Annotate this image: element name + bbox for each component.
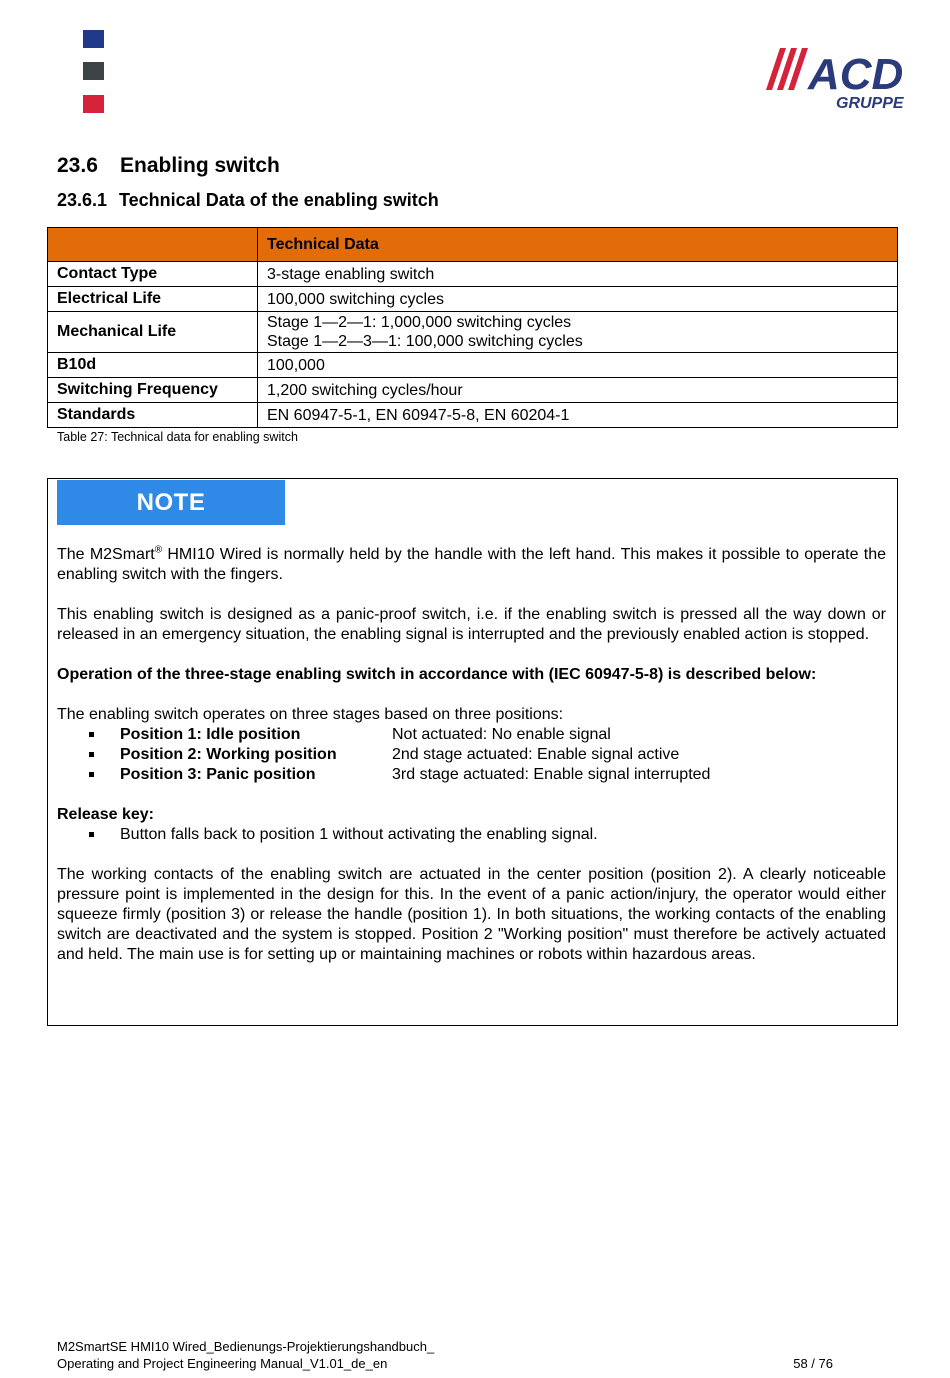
subsection-number: 23.6.1 [57, 190, 108, 210]
table-value-cell: 1,200 switching cycles/hour [258, 378, 898, 403]
table-caption: Table 27: Technical data for enabling switch [57, 430, 298, 444]
bullet-icon [89, 772, 94, 777]
section-title: Enabling switch [120, 154, 280, 177]
position-name: Position 3: Panic position [120, 766, 316, 783]
list-item [57, 745, 886, 765]
note-text: HMI10 Wired is normally held by the handle with the left hand. This makes it possible to operate the enabling switch with the fingers. [57, 546, 887, 583]
list-item [57, 825, 886, 845]
svg-text:ACD: ACD [808, 50, 904, 99]
table-row [48, 378, 898, 403]
table-key-cell: Electrical Life [48, 287, 258, 312]
position-desc: Not actuated: No enable signal [392, 726, 611, 743]
table-value-cell: 3-stage enabling switch [258, 262, 898, 287]
subsection-title: Technical Data of the enabling switch [119, 190, 439, 210]
table-value-cell: 100,000 switching cycles [258, 287, 898, 312]
release-list [57, 825, 886, 845]
table-header-empty-cell [48, 228, 258, 262]
table-value-cell: EN 60947-5-1, EN 60947-5-8, EN 60204-1 [258, 403, 898, 428]
table-key-cell: Switching Frequency [48, 378, 258, 403]
table-value-cell: 100,000 [258, 353, 898, 378]
table-value-line: Stage 1—2—1: 1,000,000 switching cycles [267, 314, 572, 331]
position-desc: 3rd stage actuated: Enable signal interrupted [392, 766, 711, 783]
footer-line: M2SmartSE HMI10 Wired_Bedienungs-Projektierungshandbuch_ [57, 1339, 435, 1354]
note-text: The M2Smart [57, 546, 155, 563]
list-item [57, 725, 886, 745]
bullet-icon [89, 752, 94, 757]
brand-square-blue [83, 30, 104, 48]
position-list [57, 725, 886, 785]
bullet-icon [89, 732, 94, 737]
table-row [48, 312, 898, 353]
table-row [48, 262, 898, 287]
page-number: 58 / 76 [793, 1356, 833, 1371]
note-paragraph-bold: Operation of the three-stage enabling switch in accordance with (IEC 60947-5-8) is described below: [57, 666, 817, 683]
section-heading [57, 154, 280, 178]
table-key-cell: B10d [48, 353, 258, 378]
table-key-cell: Standards [48, 403, 258, 428]
position-desc: 2nd stage actuated: Enable signal active [392, 746, 680, 763]
page-footer [57, 1338, 833, 1372]
note-paragraph: The working contacts of the enabling switch are actuated in the center position (position 2). A clearly noticeable pressure point is implemented in the design for this. In the event of a panic action/injury, the operator would either squeeze firmly (position 3) or release the handle (position 1). In both situations, the working contacts of the enabling switch are deactivated and the system is stopped. Position 2 "Working position" must therefore be actively actuated and held. The main use is for setting up or maintaining machines or robots within hazardous areas. [57, 866, 886, 963]
table-row [48, 287, 898, 312]
svg-text:GRUPPE: GRUPPE [836, 95, 904, 112]
bullet-icon [89, 832, 94, 837]
table-key-cell: Mechanical Life [48, 312, 258, 353]
position-name: Position 1: Idle position [120, 726, 301, 743]
brand-square-gray [83, 62, 104, 80]
acd-gruppe-logo [766, 46, 918, 112]
list-item [57, 765, 886, 785]
table-row [48, 403, 898, 428]
table-value-line: Stage 1—2—3—1: 100,000 switching cycles [267, 333, 583, 350]
registered-mark: ® [154, 544, 163, 556]
position-name: Position 2: Working position [120, 746, 337, 763]
table-key-cell: Contact Type [48, 262, 258, 287]
table-header-row [48, 228, 898, 262]
table-header-cell: Technical Data [258, 228, 898, 262]
footer-line: Operating and Project Engineering Manual_V1.01_de_en [57, 1356, 388, 1371]
note-paragraph [57, 545, 886, 585]
table-value-cell [258, 312, 898, 353]
release-heading: Release key: [57, 806, 154, 823]
table-row [48, 353, 898, 378]
note-paragraph: The enabling switch operates on three stages based on three positions: [57, 706, 564, 723]
technical-data-table [47, 227, 898, 428]
brand-square-red [83, 95, 104, 113]
note-paragraph: This enabling switch is designed as a panic-proof switch, i.e. if the enabling switch is pressed all the way down or released in an emergency situation, the enabling signal is interrupted and the previously enabled action is stopped. [57, 606, 886, 643]
subsection-heading [57, 190, 439, 211]
release-item-text: Button falls back to position 1 without activating the enabling signal. [120, 826, 598, 843]
note-badge: NOTE [57, 480, 285, 525]
section-number: 23.6 [57, 154, 98, 177]
note-body [57, 545, 886, 985]
